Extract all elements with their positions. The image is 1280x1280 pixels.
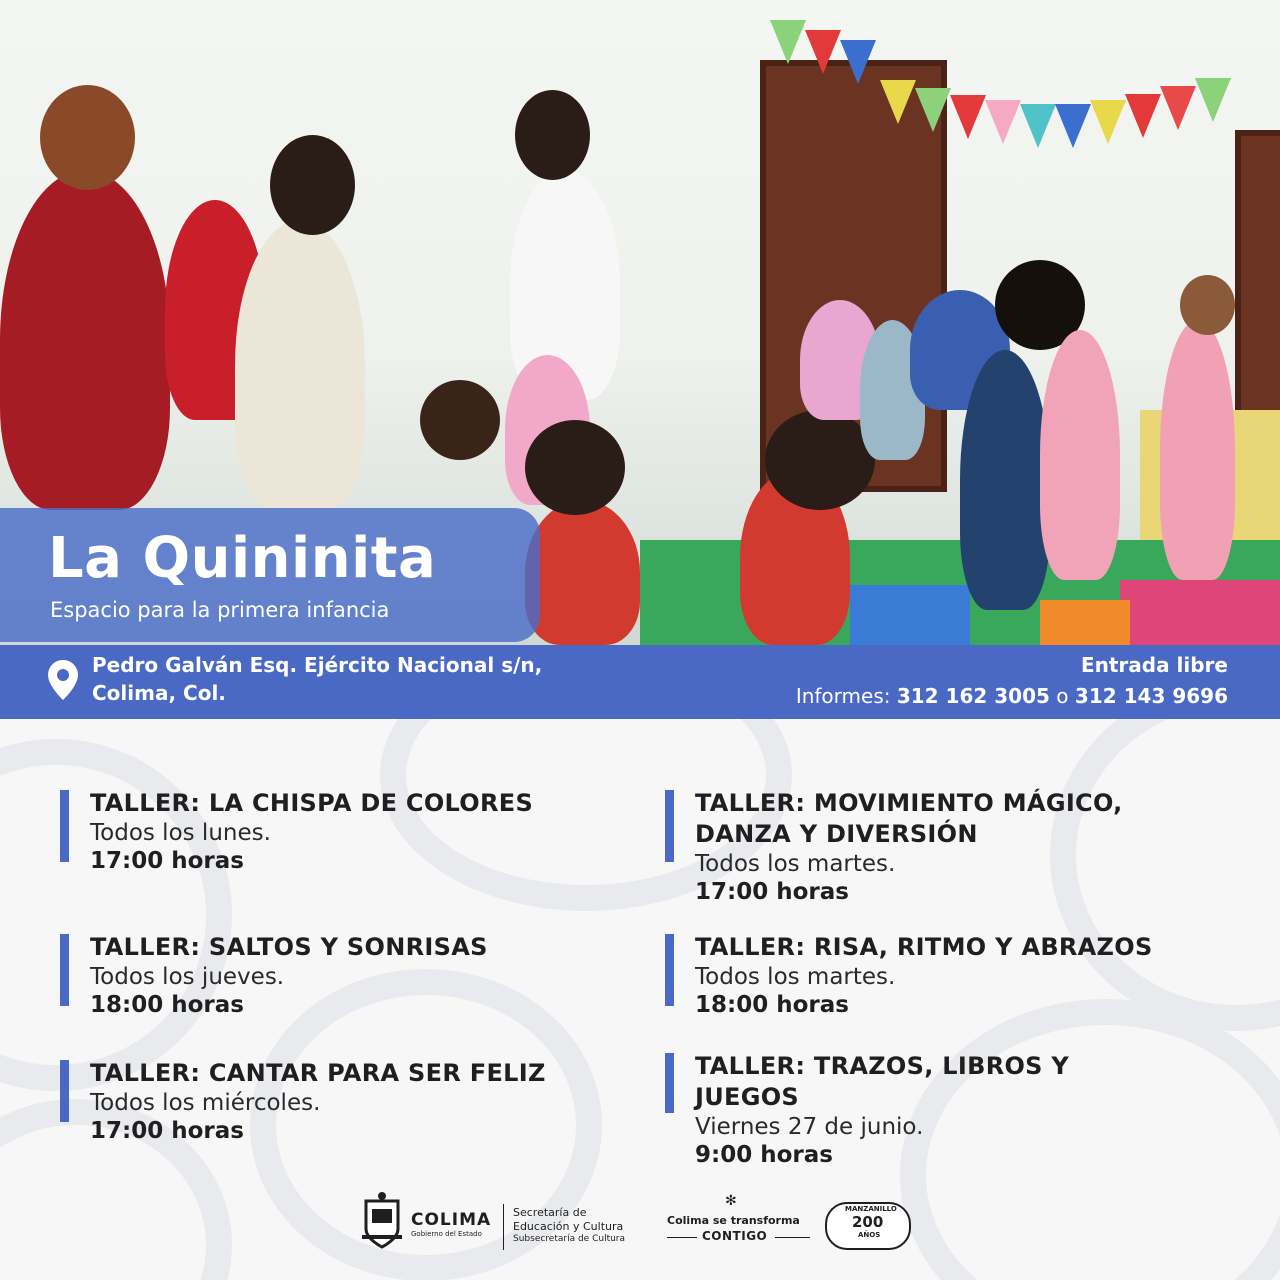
manzanillo-top: MANZANILLO [845,1205,897,1213]
page-title: La Quininita [48,526,437,591]
person-head [515,90,590,180]
address-line-1: Pedro Galván Esq. Ejército Nacional s/n, [92,653,543,677]
workshop-day: Todos los jueves. [90,964,285,990]
footer-divider [503,1204,504,1250]
bunting-flag [840,40,876,84]
bunting-flag [805,30,841,74]
workshop-day: Todos los miércoles. [90,1090,321,1116]
informes-label: Informes: [795,684,891,708]
slogan-line-2: CONTIGO [702,1229,768,1243]
workshop-hour: 17:00 horas [695,879,849,905]
bunting-flag [1160,86,1196,130]
page-subtitle: Espacio para la primera infancia [50,598,390,622]
person-figure [525,500,640,645]
workshop-title: TALLER: LA CHISPA DE COLORES [90,789,534,817]
address-line-2: Colima, Col. [92,681,226,705]
workshop-title: TALLER: TRAZOS, LIBROS Y JUEGOS [695,1052,1070,1111]
mat-blue [850,585,970,645]
workshop-day: Viernes 27 de junio. [695,1114,924,1140]
workshop-item [60,788,650,875]
bunting-flag [1020,104,1056,148]
bunting-flag [985,100,1021,144]
workshop-hour: 18:00 horas [90,992,244,1018]
workshop-title: TALLER: SALTOS Y SONRISAS [90,933,488,961]
person-figure [960,350,1050,610]
slogan-line-1: Colima se transforma [667,1214,800,1227]
workshop-accent-bar [665,790,674,862]
workshop-accent-bar [60,934,69,1006]
workshop-accent-bar [665,1053,674,1113]
slogan-rule-right [775,1237,810,1238]
person-figure [1160,320,1235,580]
bunting-flag [915,88,951,132]
slogan-icon: ✻ [725,1193,737,1209]
person-head [270,135,355,235]
location-pin-icon [47,659,79,701]
bunting-flag [770,20,806,64]
secretaria-line-3: Subsecretaría de Cultura [513,1234,626,1244]
mat-orange [1040,600,1130,645]
manzanillo-number: 200 [852,1213,884,1231]
mat-pink [1120,580,1280,645]
manzanillo-years: AÑOS [858,1231,881,1239]
person-head [1180,275,1235,335]
bunting-flag [1055,104,1091,148]
address [92,651,542,707]
workshop-item [665,1051,1165,1169]
workshop-title: TALLER: RISA, RITMO Y ABRAZOS [695,933,1153,961]
person-head [420,380,500,460]
workshop-item [60,1058,650,1145]
workshop-item [665,788,1215,906]
phone-number-1[interactable]: 312 162 3005 [896,684,1050,708]
person-figure [1040,330,1120,580]
person-figure [0,170,170,510]
entry-label: Entrada libre [1080,653,1228,677]
workshop-hour: 9:00 horas [695,1142,833,1168]
workshop-title: TALLER: CANTAR PARA SER FELIZ [90,1059,546,1087]
bunting-flag [1125,94,1161,138]
workshop-hour: 17:00 horas [90,848,244,874]
workshop-accent-bar [665,934,674,1006]
colima-logo-sub: Gobierno del Estado [411,1230,482,1238]
workshop-item [665,932,1255,1019]
bunting-flag [1195,78,1231,122]
footer-logos [355,1188,915,1258]
workshop-day: Todos los martes. [695,964,896,990]
colima-shield-icon [360,1191,404,1251]
person-head [525,420,625,515]
phone-number-2[interactable]: 312 143 9696 [1074,684,1228,708]
workshop-day: Todos los lunes. [90,820,271,846]
colima-logo-name: COLIMA [411,1210,492,1230]
workshop-title: TALLER: MOVIMIENTO MÁGICO, DANZA Y DIVERSIÓN [695,789,1123,848]
bunting-flag [880,80,916,124]
bunting-flag [1090,100,1126,144]
slogan-rule-left [667,1237,697,1238]
secretaria-line-2: Educación y Cultura [513,1220,624,1233]
workshop-hour: 18:00 horas [695,992,849,1018]
contact-line [796,681,1228,711]
workshop-day: Todos los martes. [695,851,896,877]
workshop-item [60,932,650,1019]
secretaria-line-1: Secretaría de [513,1206,587,1219]
person-figure [235,220,365,510]
phone-connector: o [1056,684,1069,708]
workshop-accent-bar [60,1060,69,1122]
workshop-hour: 17:00 horas [90,1118,244,1144]
person-head [40,85,135,190]
workshop-accent-bar [60,790,69,862]
person-head [765,410,875,510]
bunting-flag [950,95,986,139]
